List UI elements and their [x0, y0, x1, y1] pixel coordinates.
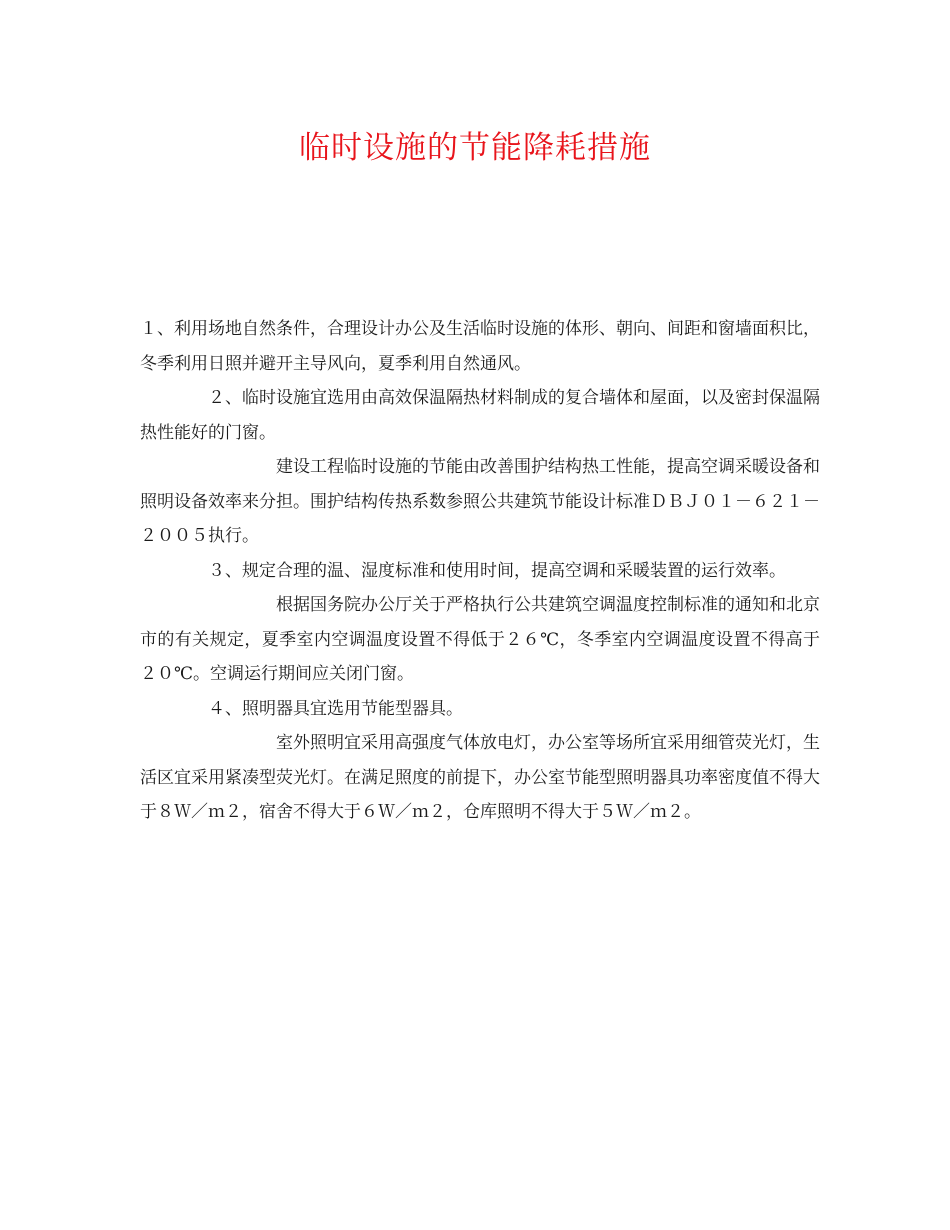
- paragraph-1: １、利用场地自然条件，合理设计办公及生活临时设施的体形、朝向、间距和窗墙面积比，冬季利用日照并避开主导风向，夏季利用自然通风。: [140, 319, 820, 374]
- paragraph-6: ４、照明器具宜选用节能型器具。: [208, 698, 463, 719]
- document-body: [140, 312, 820, 830]
- paragraph-3: 建设工程临时设施的节能由改善围护结构热工性能，提高空调采暖设备和照明设备效率来分担。围护结构传热系数参照公共建筑节能设计标准ＤＢＪ０１－６２１－２００５执行。: [140, 457, 820, 546]
- paragraph-2: ２、临时设施宜选用由高效保温隔热材料制成的复合墙体和屋面，以及密封保温隔热性能好的门窗。: [140, 388, 820, 443]
- page-title: 临时设施的节能降耗措施: [299, 130, 651, 166]
- paragraph-4: ３、规定合理的温、湿度标准和使用时间，提高空调和采暖装置的运行效率。: [208, 560, 786, 581]
- paragraph-7: 室外照明宜采用高强度气体放电灯，办公室等场所宜采用细管荧光灯，生活区宜采用紧凑型荧光灯。在满足照度的前提下，办公室节能型照明器具功率密度值不得大于８Ｗ／ｍ２，宿舍不得大于６Ｗ／ｍ２，仓库照明不得大于５Ｗ／ｍ２。: [140, 733, 820, 822]
- paragraph-5: 根据国务院办公厅关于严格执行公共建筑空调温度控制标准的通知和北京市的有关规定，夏季室内空调温度设置不得低于２６℃，冬季室内空调温度设置不得高于２０℃。空调运行期间应关闭门窗。: [140, 595, 820, 684]
